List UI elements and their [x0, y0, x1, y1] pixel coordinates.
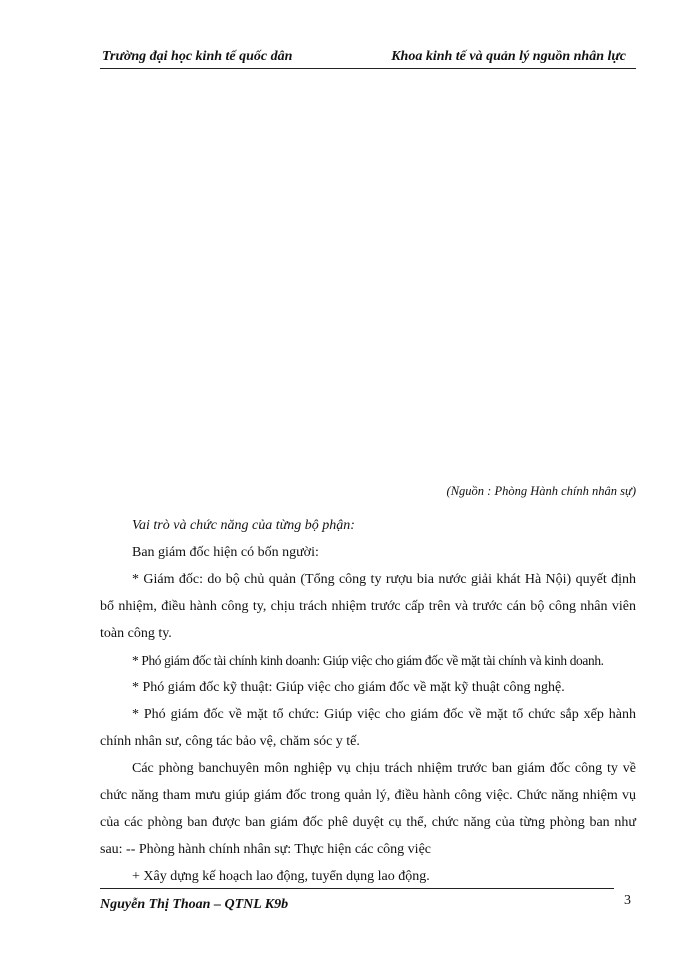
footer-author: Nguyễn Thị Thoan – QTNL K9b	[100, 897, 289, 912]
section-heading: Vai trò và chức năng của từng bộ phận:	[132, 518, 355, 533]
paragraph: * Phó giám đốc về mặt tổ chức: Giúp việc cho giám đốc về mặt tổ chức sắp xếp hành chính nhân sư, công tác bảo vệ, chăm sóc y tế.	[100, 707, 636, 749]
page-header	[100, 48, 636, 69]
footer-divider	[100, 888, 614, 889]
body-text	[100, 512, 636, 890]
org-chart-area	[100, 76, 636, 472]
paragraph: Các phòng banchuyên môn nghiệp vụ chịu trách nhiệm trước ban giám đốc công ty về chức năng tham mưu giúp giám đốc trong quản lý, điều hành công việc. Chức năng nhiệm vụ của các phòng ban được ban giám đốc phê duyệt cụ thể, chức năng của từng phòng ban như sau: -- Phòng hành chính nhân sự: Thực hiện các công việc	[100, 761, 636, 857]
paragraph: * Giám đốc: do bộ chủ quản (Tổng công ty rượu bia nước giải khát Hà Nội) quyết định bổ nhiệm, điều hành công ty, chịu trách nhiệm trước cấp trên và trước cán bộ công nhân viên toàn công ty.	[100, 572, 636, 641]
paragraph: * Phó giám đốc kỹ thuật: Giúp việc cho giám đốc về mặt kỹ thuật công nghệ.	[132, 680, 565, 695]
paragraph: Ban giám đốc hiện có bốn người:	[132, 545, 319, 560]
header-university: Trường đại học kinh tế quốc dân	[102, 49, 293, 64]
header-faculty: Khoa kinh tế và quản lý nguồn nhân lực	[391, 49, 626, 64]
page-number: 3	[624, 893, 631, 908]
figure-source: (Nguồn : Phòng Hành chính nhân sự)	[446, 484, 636, 498]
paragraph: + Xây dựng kế hoạch lao động, tuyển dụng lao động.	[132, 869, 430, 884]
paragraph: * Phó giám đốc tài chính kinh doanh: Giúp việc cho giám đốc về mặt tài chính và kinh doanh.	[132, 653, 604, 668]
